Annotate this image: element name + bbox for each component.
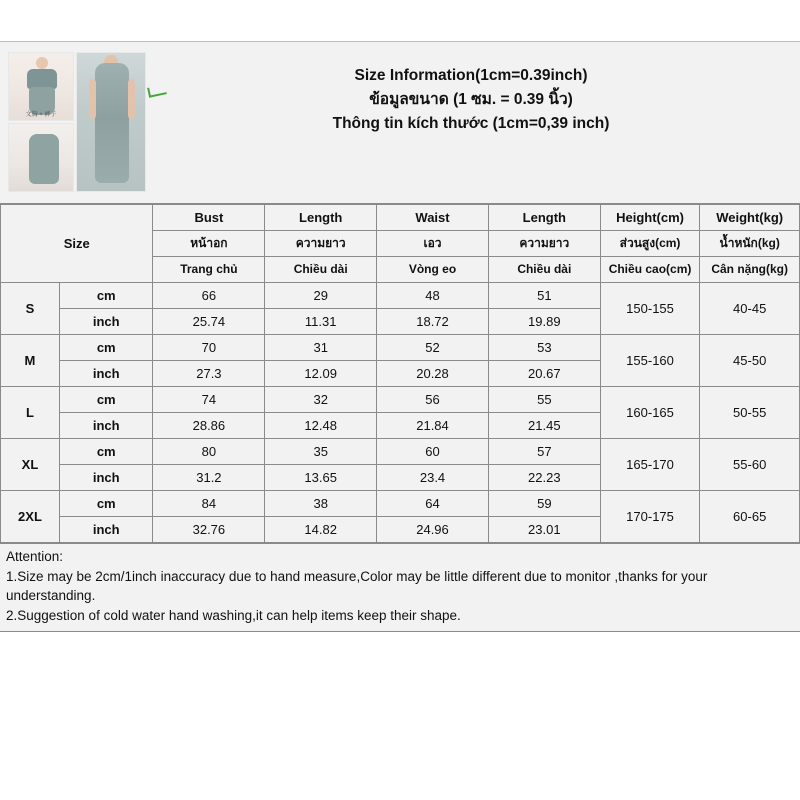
- cell-length-bottom-cm-xl: 57: [488, 439, 600, 465]
- size-chart-container: [0, 41, 800, 623]
- title-line-th: ข้อมูลขนาด (1 ซม. = 0.39 นิ้ว): [369, 91, 573, 108]
- cell-length-bottom-inch-xl: 22.23: [488, 465, 600, 491]
- cell-bust-cm-xl: 80: [153, 439, 265, 465]
- model-arm-right-shape: [128, 79, 135, 119]
- cell-waist-inch-xl: 23.4: [377, 465, 489, 491]
- product-photo-top: [8, 52, 74, 121]
- header-waist-th: เอว: [377, 231, 489, 257]
- cell-bust-cm-m: 70: [153, 335, 265, 361]
- cell-bust-cm-2xl: 84: [153, 491, 265, 517]
- cell-length-top-cm-s: 29: [265, 283, 377, 309]
- header-weight-vi: Cân nặng(kg): [700, 257, 800, 283]
- cell-waist-inch-2xl: 24.96: [377, 517, 489, 543]
- header-bust-en: Bust: [153, 205, 265, 231]
- header-height-en: Height(cm): [600, 205, 700, 231]
- cell-length-bottom-inch-m: 20.67: [488, 361, 600, 387]
- header-length-bottom-th: ความยาว: [488, 231, 600, 257]
- header-length-top-en: Length: [265, 205, 377, 231]
- header-waist-vi: Vòng eo: [377, 257, 489, 283]
- photo-column-left: [8, 52, 74, 192]
- cell-bust-inch-s: 25.74: [153, 309, 265, 335]
- cell-weight-l: 50-55: [700, 387, 800, 439]
- cell-height-s: 150-155: [600, 283, 700, 335]
- header-waist-en: Waist: [377, 205, 489, 231]
- size-table: [0, 204, 800, 543]
- cell-bust-inch-xl: 31.2: [153, 465, 265, 491]
- row-unit-cm-2xl: cm: [59, 491, 153, 517]
- row-unit-inch-m: inch: [59, 361, 153, 387]
- table-row: [1, 387, 800, 413]
- cell-waist-cm-m: 52: [377, 335, 489, 361]
- row-size-label-l: L: [1, 387, 60, 439]
- table-row: [1, 335, 800, 361]
- cell-height-m: 155-160: [600, 335, 700, 387]
- row-unit-inch-s: inch: [59, 309, 153, 335]
- row-unit-cm-l: cm: [59, 387, 153, 413]
- header-weight-th: น้ำหนัก(kg): [700, 231, 800, 257]
- header-weight-en: Weight(kg): [700, 205, 800, 231]
- cell-bust-inch-2xl: 32.76: [153, 517, 265, 543]
- cell-length-bottom-cm-m: 53: [488, 335, 600, 361]
- cell-length-bottom-inch-s: 19.89: [488, 309, 600, 335]
- row-unit-inch-xl: inch: [59, 465, 153, 491]
- cell-length-top-inch-xl: 13.65: [265, 465, 377, 491]
- cell-length-top-inch-s: 11.31: [265, 309, 377, 335]
- cell-length-top-cm-m: 31: [265, 335, 377, 361]
- leggings-detail-shape: [29, 134, 59, 184]
- cell-weight-s: 40-45: [700, 283, 800, 335]
- row-unit-cm-m: cm: [59, 335, 153, 361]
- attention-line-1: 1.Size may be 2cm/1inch inaccuracy due to hand measure,Color may be little different due to monitor ,thanks for your: [6, 568, 708, 584]
- title-block: [150, 64, 792, 136]
- model-body-shape: [95, 63, 129, 183]
- cell-bust-cm-l: 74: [153, 387, 265, 413]
- product-photo-bottom: [8, 123, 74, 192]
- attention-line-2: 2.Suggestion of cold water hand washing,it can help items keep their shape.: [6, 607, 461, 623]
- cell-bust-cm-s: 66: [153, 283, 265, 309]
- cell-waist-inch-s: 18.72: [377, 309, 489, 335]
- header-length-bottom-en: Length: [488, 205, 600, 231]
- cell-waist-inch-m: 20.28: [377, 361, 489, 387]
- cell-weight-xl: 55-60: [700, 439, 800, 491]
- row-unit-inch-l: inch: [59, 413, 153, 439]
- attention-line-1-cont: understanding.: [6, 588, 96, 603]
- row-size-label-s: S: [1, 283, 60, 335]
- cell-length-top-cm-2xl: 38: [265, 491, 377, 517]
- row-unit-inch-2xl: inch: [59, 517, 153, 543]
- header-bust-th: หน้าอก: [153, 231, 265, 257]
- cell-length-top-inch-m: 12.09: [265, 361, 377, 387]
- header-height-th: ส่วนสูง(cm): [600, 231, 700, 257]
- cell-waist-cm-2xl: 64: [377, 491, 489, 517]
- header-size-cell: Size: [1, 205, 153, 283]
- row-size-label-m: M: [1, 335, 60, 387]
- table-header-row-en: [1, 205, 800, 231]
- cell-length-top-inch-l: 12.48: [265, 413, 377, 439]
- title-line-vi: Thông tin kích thước (1cm=0,39 inch): [332, 115, 610, 132]
- attention-heading: Attention:: [6, 549, 64, 564]
- cell-waist-cm-l: 56: [377, 387, 489, 413]
- header-bust-vi: Trang chủ: [153, 257, 265, 283]
- table-row: [1, 283, 800, 309]
- model-arm-left-shape: [89, 79, 96, 119]
- row-unit-cm-s: cm: [59, 283, 153, 309]
- product-photo-group: [8, 52, 146, 192]
- cell-bust-inch-m: 27.3: [153, 361, 265, 387]
- cell-length-bottom-inch-2xl: 23.01: [488, 517, 600, 543]
- cell-length-bottom-inch-l: 21.45: [488, 413, 600, 439]
- cell-height-xl: 165-170: [600, 439, 700, 491]
- cell-length-bottom-cm-s: 51: [488, 283, 600, 309]
- row-unit-cm-xl: cm: [59, 439, 153, 465]
- row-size-label-2xl: 2XL: [1, 491, 60, 543]
- table-row: [1, 491, 800, 517]
- cell-height-l: 160-165: [600, 387, 700, 439]
- cell-length-top-inch-2xl: 14.82: [265, 517, 377, 543]
- photo-caption: 文胸 + 裤子: [25, 112, 57, 118]
- cell-length-bottom-cm-2xl: 59: [488, 491, 600, 517]
- cell-waist-cm-xl: 60: [377, 439, 489, 465]
- table-row: [1, 439, 800, 465]
- sports-bra-shape: [27, 69, 57, 89]
- cell-weight-m: 45-50: [700, 335, 800, 387]
- title-line-en: Size Information(1cm=0.39inch): [354, 67, 588, 84]
- cell-weight-2xl: 60-65: [700, 491, 800, 543]
- model-head-shape: [36, 57, 48, 69]
- attention-block: [0, 543, 800, 632]
- cell-height-2xl: 170-175: [600, 491, 700, 543]
- cell-waist-cm-s: 48: [377, 283, 489, 309]
- header-length-top-th: ความยาว: [265, 231, 377, 257]
- header-length-top-vi: Chiều dài: [265, 257, 377, 283]
- cell-waist-inch-l: 21.84: [377, 413, 489, 439]
- cell-length-bottom-cm-l: 55: [488, 387, 600, 413]
- header-length-bottom-vi: Chiều dài: [488, 257, 600, 283]
- cell-length-top-cm-xl: 35: [265, 439, 377, 465]
- chart-header: [0, 42, 800, 204]
- row-size-label-xl: XL: [1, 439, 60, 491]
- cell-bust-inch-l: 28.86: [153, 413, 265, 439]
- header-height-vi: Chiều cao(cm): [600, 257, 700, 283]
- cell-length-top-cm-l: 32: [265, 387, 377, 413]
- product-photo-model: [76, 52, 146, 192]
